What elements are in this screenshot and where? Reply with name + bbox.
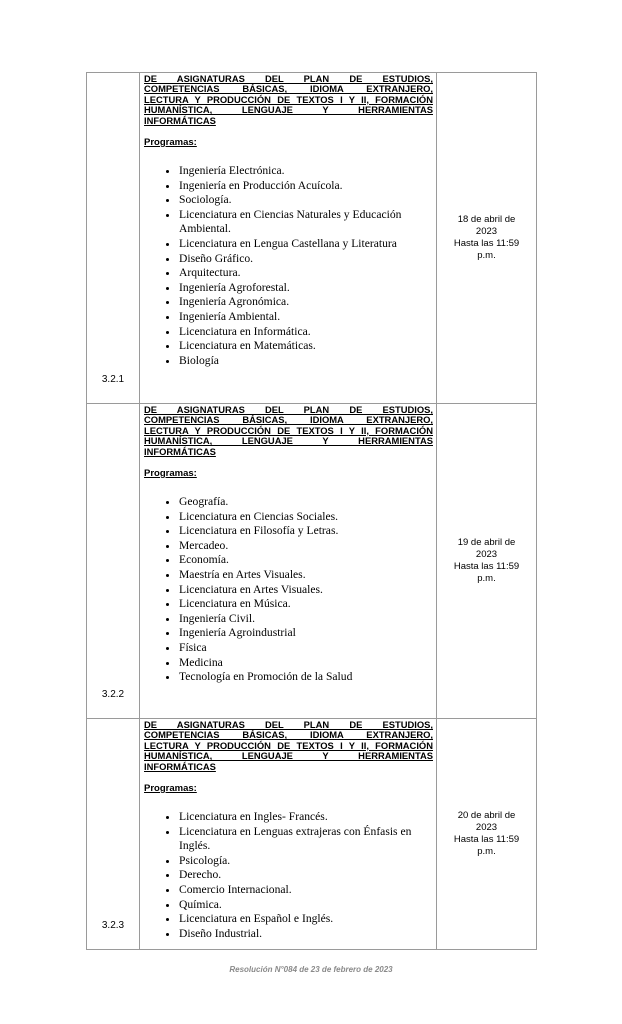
list-item: • Ingeniería Ambiental. [179, 310, 433, 325]
table-row [87, 719, 537, 950]
list-item: • Arquitectura. [179, 266, 433, 281]
table-row [87, 73, 537, 404]
heading-line: COMPETENCIAS BÁSICAS, IDIOMA EXTRANJERO, [144, 729, 433, 741]
date-line: 19 de abril de [457, 537, 516, 548]
list-item: • Licenciatura en Lengua Castellana y Literatura [179, 237, 433, 252]
row-content [140, 719, 437, 950]
row-heading [144, 74, 433, 126]
list-item: • Química. [179, 898, 433, 913]
list-item: • Licenciatura en Ciencias Sociales. [179, 510, 433, 525]
list-item: • Licenciatura en Informática. [179, 325, 433, 340]
heading-line: DE ASIGNATURAS DEL PLAN DE ESTUDIOS, [144, 719, 433, 730]
list-item: • Diseño Industrial. [179, 927, 433, 942]
list-item: • Maestría en Artes Visuales. [179, 568, 433, 583]
list-item: • Medicina [179, 656, 433, 671]
list-item: • Diseño Gráfico. [179, 252, 433, 267]
list-item: • Licenciatura en Artes Visuales. [179, 583, 433, 598]
date-line: 20 de abril de [457, 810, 516, 821]
date-line: p.m. [477, 846, 496, 857]
list-item: • Psicología. [179, 854, 433, 869]
list-item: • Mercadeo. [179, 539, 433, 554]
heading-line: DE ASIGNATURAS DEL PLAN DE ESTUDIOS, [144, 404, 433, 415]
date-line: Hasta las 11:59 [453, 561, 520, 572]
programs-list [144, 164, 433, 368]
list-item: • Sociología. [179, 193, 433, 208]
list-item: • Ingeniería Agroforestal. [179, 281, 433, 296]
list-item: • Ingeniería en Producción Acuícola. [179, 179, 433, 194]
date-line: p.m. [477, 573, 496, 584]
heading-line: HUMANÍSTICA, LENGUAJE Y HERRAMIENTAS [144, 104, 433, 116]
heading-line: INFORMÁTICAS [144, 445, 216, 457]
list-item: • Derecho. [179, 868, 433, 883]
page-footer: Resolución N°084 de 23 de febrero de 2023 [229, 965, 393, 974]
programs-label: Programas: [144, 468, 197, 480]
list-item: • Licenciatura en Ciencias Naturales y Educación Ambiental. [179, 208, 433, 237]
date-line: p.m. [477, 250, 496, 261]
row-content [140, 73, 437, 404]
row-number: 3.2.2 [87, 404, 140, 719]
heading-line: HUMANÍSTICA, LENGUAJE Y HERRAMIENTAS [144, 750, 433, 762]
date-line: 2023 [475, 549, 498, 560]
heading-line: DE ASIGNATURAS DEL PLAN DE ESTUDIOS, [144, 73, 433, 84]
heading-line: INFORMÁTICAS [144, 114, 216, 126]
list-item: • Licenciatura en Matemáticas. [179, 339, 433, 354]
list-item: • Licenciatura en Ingles- Francés. [179, 810, 433, 825]
heading-line: INFORMÁTICAS [144, 760, 216, 772]
heading-line: COMPETENCIAS BÁSICAS, IDIOMA EXTRANJERO, [144, 83, 433, 95]
list-item: • Licenciatura en Español e Inglés. [179, 912, 433, 927]
programs-label: Programas: [144, 783, 197, 795]
list-item: • Tecnología en Promoción de la Salud [179, 670, 433, 685]
heading-line: LECTURA Y PRODUCCIÓN DE TEXTOS I Y II, FORMACIÓN [144, 739, 433, 751]
list-item: • Ingeniería Civil. [179, 612, 433, 627]
list-item: • Licenciatura en Música. [179, 597, 433, 612]
heading-line: LECTURA Y PRODUCCIÓN DE TEXTOS I Y II, FORMACIÓN [144, 424, 433, 436]
heading-line: COMPETENCIAS BÁSICAS, IDIOMA EXTRANJERO, [144, 414, 433, 426]
deadline-date [437, 73, 537, 404]
row-number: 3.2.1 [87, 73, 140, 404]
date-line: 18 de abril de [457, 214, 516, 225]
deadline-date [437, 404, 537, 719]
list-item: • Física [179, 641, 433, 656]
list-item: • Licenciatura en Filosofía y Letras. [179, 524, 433, 539]
heading-line: HUMANÍSTICA, LENGUAJE Y HERRAMIENTAS [144, 435, 433, 447]
deadline-date [437, 719, 537, 950]
list-item: • Ingeniería Agroindustrial [179, 626, 433, 641]
programs-list [144, 495, 433, 685]
programs-list [144, 810, 433, 941]
row-heading [144, 405, 433, 457]
programs-label: Programas: [144, 137, 197, 149]
row-content [140, 404, 437, 719]
list-item: • Biología [179, 354, 433, 369]
table-row [87, 404, 537, 719]
heading-line: LECTURA Y PRODUCCIÓN DE TEXTOS I Y II, FORMACIÓN [144, 93, 433, 105]
row-number: 3.2.3 [87, 719, 140, 950]
list-item: • Ingeniería Agronómica. [179, 295, 433, 310]
date-line: 2023 [475, 822, 498, 833]
schedule-table [86, 72, 537, 950]
list-item: • Licenciatura en Lenguas extrajeras con Énfasis en Inglés. [179, 825, 433, 854]
list-item: • Economía. [179, 553, 433, 568]
list-item: • Comercio Internacional. [179, 883, 433, 898]
date-line: 2023 [475, 226, 498, 237]
list-item: • Geografía. [179, 495, 433, 510]
date-line: Hasta las 11:59 [453, 834, 520, 845]
list-item: • Ingeniería Electrónica. [179, 164, 433, 179]
row-heading [144, 720, 433, 772]
date-line: Hasta las 11:59 [453, 238, 520, 249]
